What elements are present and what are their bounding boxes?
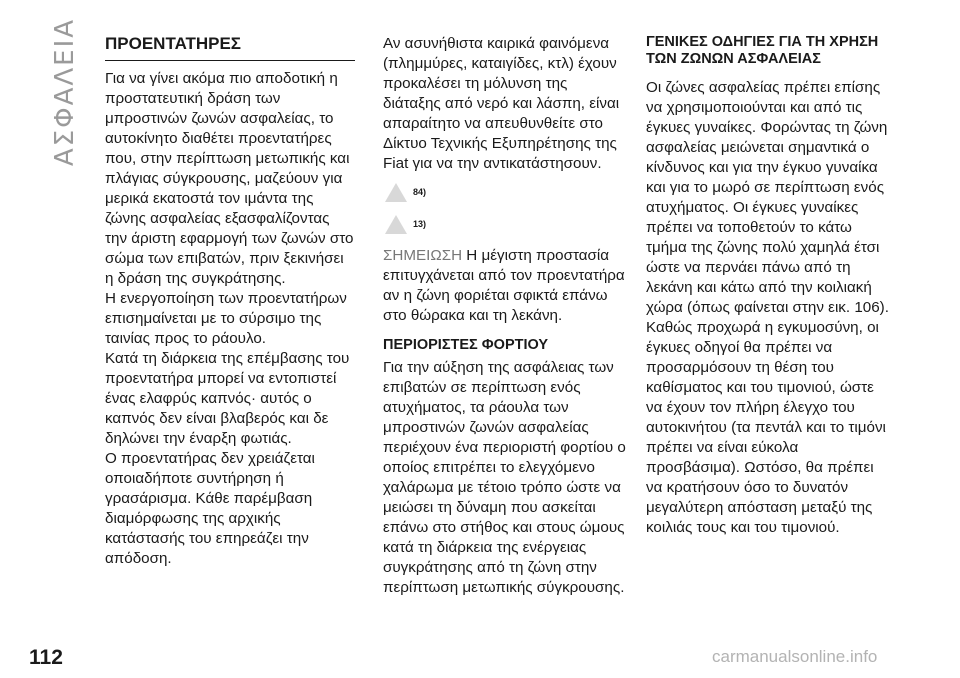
paragraph: Κατά τη διάρκεια της επέμβασης του προεντατήρα μπορεί να εντοπιστεί ένας ελαφρύς καπνός· αυτός ο καπνός δεν είναι βλαβερός και δε δηλώνει την έναρξη φωτιάς.: [105, 350, 350, 447]
column-general-instructions: [646, 34, 894, 538]
heading-load-limiters: ΠΕΡΙΟΡΙΣΤΕΣ ΦΟΡΤΙΟΥ: [383, 337, 549, 353]
warning-ref-2: [385, 210, 628, 238]
paragraph: Οι ζώνες ασφαλείας πρέπει επίσης να χρησιμοποιούνται και από τις έγκυες γυναίκες. Φορώντας τη ζώνη ασφαλείας μειώνεται σημαντικά ο κίνδυνος και για την έγκυο γυναίκα και για το μωρό σε περίπτωση ενός ατυχήματος. Οι έγκυες γυναίκες πρέπει να τοποθετούν το κάτω τμήμα της ζώνης πολύ χαμηλά έτσι ώστε να περνάει πάνω από τη λεκάνη και κάτω από την κοιλιακή χώρα (όπως φαίνεται στην εικ. 106).: [646, 79, 889, 316]
page-number: 112: [29, 646, 63, 669]
section-side-label: [50, 17, 81, 167]
paragraph: Για την αύξηση της ασφάλειας των επιβατών σε περίπτωση ενός ατυχήματος, τα ράουλα των μπροστινών ζωνών ασφαλείας περιέχουν ένα περιοριστή φορτίου ο οποίος επιτρέπει το ελεγχόμενο χαλάρωμα με τέτοιο τρόπο ώστε να μειώσει τη δύναμη που ασκείται επάνω στο στήθος και στους ώμους κατά τη διάρκεια της ενέργειας συγκράτησης από τη ζώνη στην περίπτωση μετωπικής σύγκρουσης.: [383, 359, 626, 596]
warning-triangle-icon: [385, 215, 407, 234]
paragraph: Καθώς προχωρά η εγκυμοσύνη, οι έγκυες οδηγοί θα πρέπει να προσαρμόσουν τη θέση του καθίσματος και του τιμονιού, ώστε να έχουν τον πλήρη έλεγχο του αυτοκινήτου (τα πεντάλ και το τιμόνι πρέπει να είναι εύκολα προσβάσιμα). Ωστόσο, θα πρέπει να κρατήσουν όσο το δυνατόν μεγαλύτερη απόσταση μεταξύ της κοιλιάς τους και του τιμονιού.: [646, 319, 886, 536]
paragraph: Για να γίνει ακόμα πιο αποδοτική η προστατευτική δράση των μπροστινών ζωνών ασφαλείας, το αυτοκίνητο διαθέτει προεντατήρες που, στην περίπτωση μετωπικής και πλάγιας σύγκρουσης, μαζεύουν για μερικά εκατοστά τον ιμάντα της ζώνης ασφαλείας εξασφαλίζοντας την άριστη εφαρμογή των ζωνών στο σώμα των επιβατών, πριν ξεκινήσει η δράση της συγκράτησης.: [105, 70, 354, 287]
column-load-limiters: [383, 34, 628, 598]
watermark: carmanualsonline.info: [712, 647, 878, 666]
heading-general-instructions: ΓΕΝΙΚΕΣ ΟΔΗΓΙΕΣ ΓΙΑ ΤΗ ΧΡΗΣΗ ΤΩΝ ΖΩΝΩΝ ΑΣΦΑΛΕΙΑΣ: [646, 34, 879, 67]
column-pretensioners: [105, 34, 355, 569]
note-text: Η μέγιστη προστασία επιτυγχάνεται από τον προεντατήρα αν η ζώνη φοριέται σφικτά επάνω στο θώρακα και τη λεκάνη.: [383, 247, 625, 324]
note-label: ΣΗΜΕΙΩΣΗ: [383, 247, 463, 264]
paragraph: Η ενεργοποίηση των προεντατήρων επισημαίνεται με το σύρσιμο της ταινίας προς το ράουλο.: [105, 290, 347, 347]
warning-ref-label: 13): [413, 219, 427, 229]
note-paragraph: [383, 246, 628, 326]
paragraph: Ο προεντατήρας δεν χρειάζεται οποιαδήποτε συντήρηση ή γρασάρισμα. Κάθε παρέμβαση διαμόρφωσης της αρχικής κατάστασής του επηρεάζει την απόδοση.: [105, 450, 315, 567]
warning-ref-label: 84): [413, 187, 427, 197]
paragraph: Αν ασυνήθιστα καιρικά φαινόμενα (πλημμύρες, καταιγίδες, κτλ) έχουν προκαλέσει τη μόλυνση της διάταξης από νερό και λάσπη, είναι απαραίτητο να απευθυνθείτε στο Δίκτυο Τεχνικής Εξυπηρέτησης της Fiat για να την αντικατάστησουν.: [383, 35, 620, 172]
warning-triangle-icon: [385, 183, 407, 202]
section-side-label-text: ΑΣΦΑΛΕΙΑ: [50, 17, 81, 167]
warning-ref-1: [385, 178, 628, 206]
heading-pretensioners: ΠΡΟΕΝΤΑΤΗΡΕΣ: [105, 34, 355, 61]
